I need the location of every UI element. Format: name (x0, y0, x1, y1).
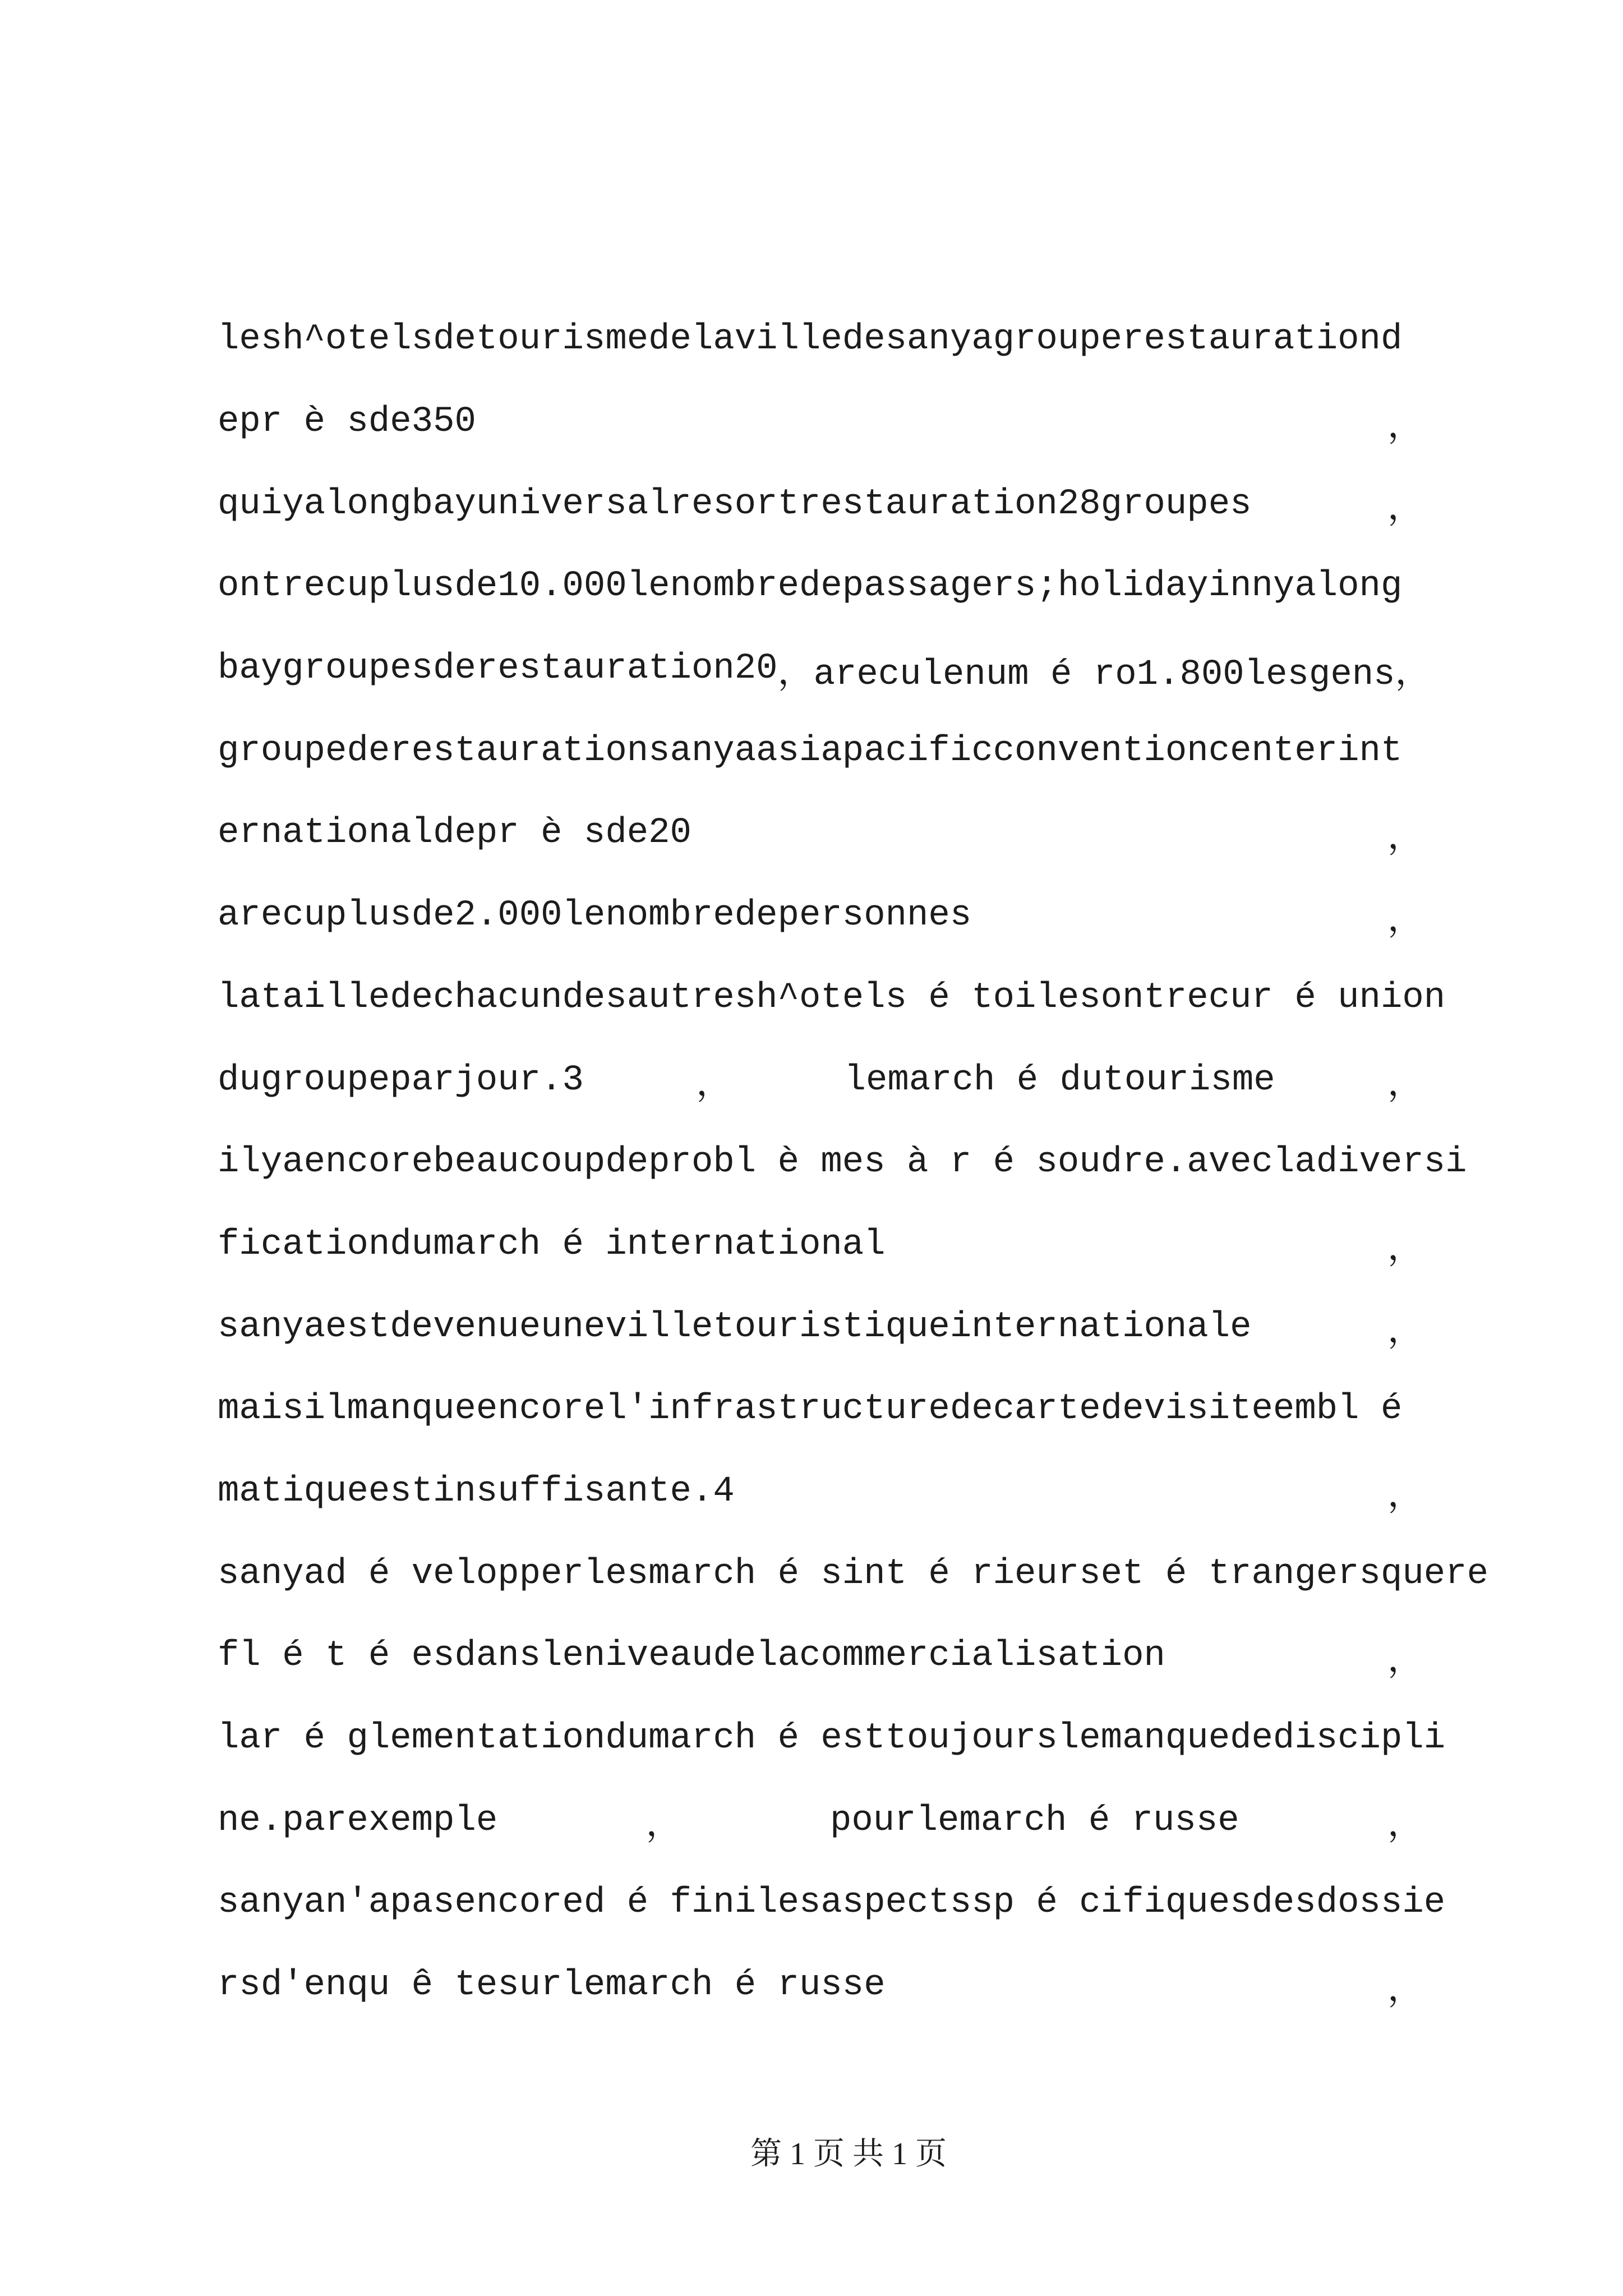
line-comma: ， (1387, 1641, 1423, 1682)
line-comma: ， (1387, 1971, 1423, 2012)
text-line-12 (218, 1204, 1423, 1286)
line-text: areculenum é ro1.800lesgens， (813, 654, 1431, 695)
line-text: lar é glementationdumarch é esttoujourslemanquedediscipli (218, 1718, 1446, 1759)
line-comma: ， (1387, 1066, 1423, 1107)
line-text: fl é t é esdansleniveaudelacommercialisation (218, 1636, 1165, 1677)
text-line-14 (218, 1368, 1423, 1451)
text-line-4 (218, 545, 1423, 628)
text-line-8 (218, 875, 1423, 957)
text-line-3 (218, 463, 1423, 545)
text-line-15 (218, 1451, 1423, 1533)
line-comma: ， (1387, 901, 1423, 942)
text-line-6 (218, 710, 1423, 792)
line-comma: ， (1387, 818, 1423, 859)
line-text: rsd'enqu ê tesurlemarch é russe (218, 1965, 886, 2006)
line-text: sanyan'apasencored é finilesaspectssp é cifiquesdesdossie (218, 1883, 1446, 1924)
line-text: groupederestaurationsanyaasiapacificconventioncenterint (218, 730, 1403, 771)
body-text (218, 298, 1488, 2026)
line-text: ernationaldepr è sde20 (218, 813, 691, 854)
line-comma: ， (645, 1806, 682, 1847)
line-comma: ， (777, 654, 814, 695)
line-text: maisilmanqueencorel'infrastructuredecartedevisiteembl é (218, 1389, 1403, 1430)
text-line-17 (218, 1615, 1423, 1697)
line-text: epr è sde350 (218, 402, 476, 443)
line-comma: ， (696, 1066, 732, 1107)
line-text: dugroupeparjour.3 (218, 1060, 584, 1101)
text-line-7 (218, 792, 1423, 875)
line-text: arecuplusde2.000lenombredepersonnes (218, 895, 972, 936)
line-text: lesh^otelsdetourismedelavilledesanyagrouperestaurationd (218, 319, 1403, 360)
line-text: ontrecuplusde10.000lenombredepassagers;holidayinnyalong (218, 566, 1403, 607)
line-text: pourlemarch é russe (829, 1800, 1239, 1841)
text-line-19 (218, 1779, 1423, 1862)
line-text: ficationdumarch é international (218, 1224, 886, 1265)
line-text: sanyad é velopperlesmarch é sint é rieurset é trangersquere (218, 1553, 1488, 1594)
text-line-11 (218, 1121, 1467, 1204)
text-line-21 (218, 1944, 1423, 2027)
text-line-10 (218, 1039, 1423, 1121)
line-text: ne.parexemple (218, 1800, 498, 1841)
line-comma: ， (1387, 1230, 1423, 1271)
line-text: sanyaestdevenueunevilletouristiqueinternationale (218, 1306, 1252, 1347)
line-text: ilyaencorebeaucoupdeprobl è mes à r é soudre.avecladiversi (218, 1142, 1467, 1183)
text-line-1 (218, 298, 1423, 381)
line-text: baygroupesderestauration20 (218, 648, 778, 689)
page-number-footer: 第 1 页 共 1 页 (750, 2137, 947, 2171)
line-text: lemarch é dutourisme (844, 1060, 1275, 1101)
line-comma: ， (1387, 407, 1423, 448)
text-line-18 (218, 1697, 1446, 1780)
text-line-9 (218, 957, 1446, 1039)
line-comma: ， (1387, 1477, 1423, 1518)
line-text: matiqueestinsuffisante.4 (218, 1471, 735, 1512)
line-comma: ， (1387, 1313, 1423, 1354)
text-line-13 (218, 1286, 1423, 1368)
line-text: latailledechacundesautresh^otels é toilesontrecur é union (218, 977, 1446, 1018)
line-comma: ， (1387, 490, 1423, 531)
text-line-2 (218, 381, 1423, 463)
text-line-20 (218, 1862, 1446, 1944)
line-text: quiyalongbayuniversalresortrestauration28groupes (218, 484, 1252, 524)
text-line-5 (218, 628, 1431, 710)
line-comma: ， (1387, 1806, 1423, 1847)
text-line-16 (218, 1533, 1488, 1615)
